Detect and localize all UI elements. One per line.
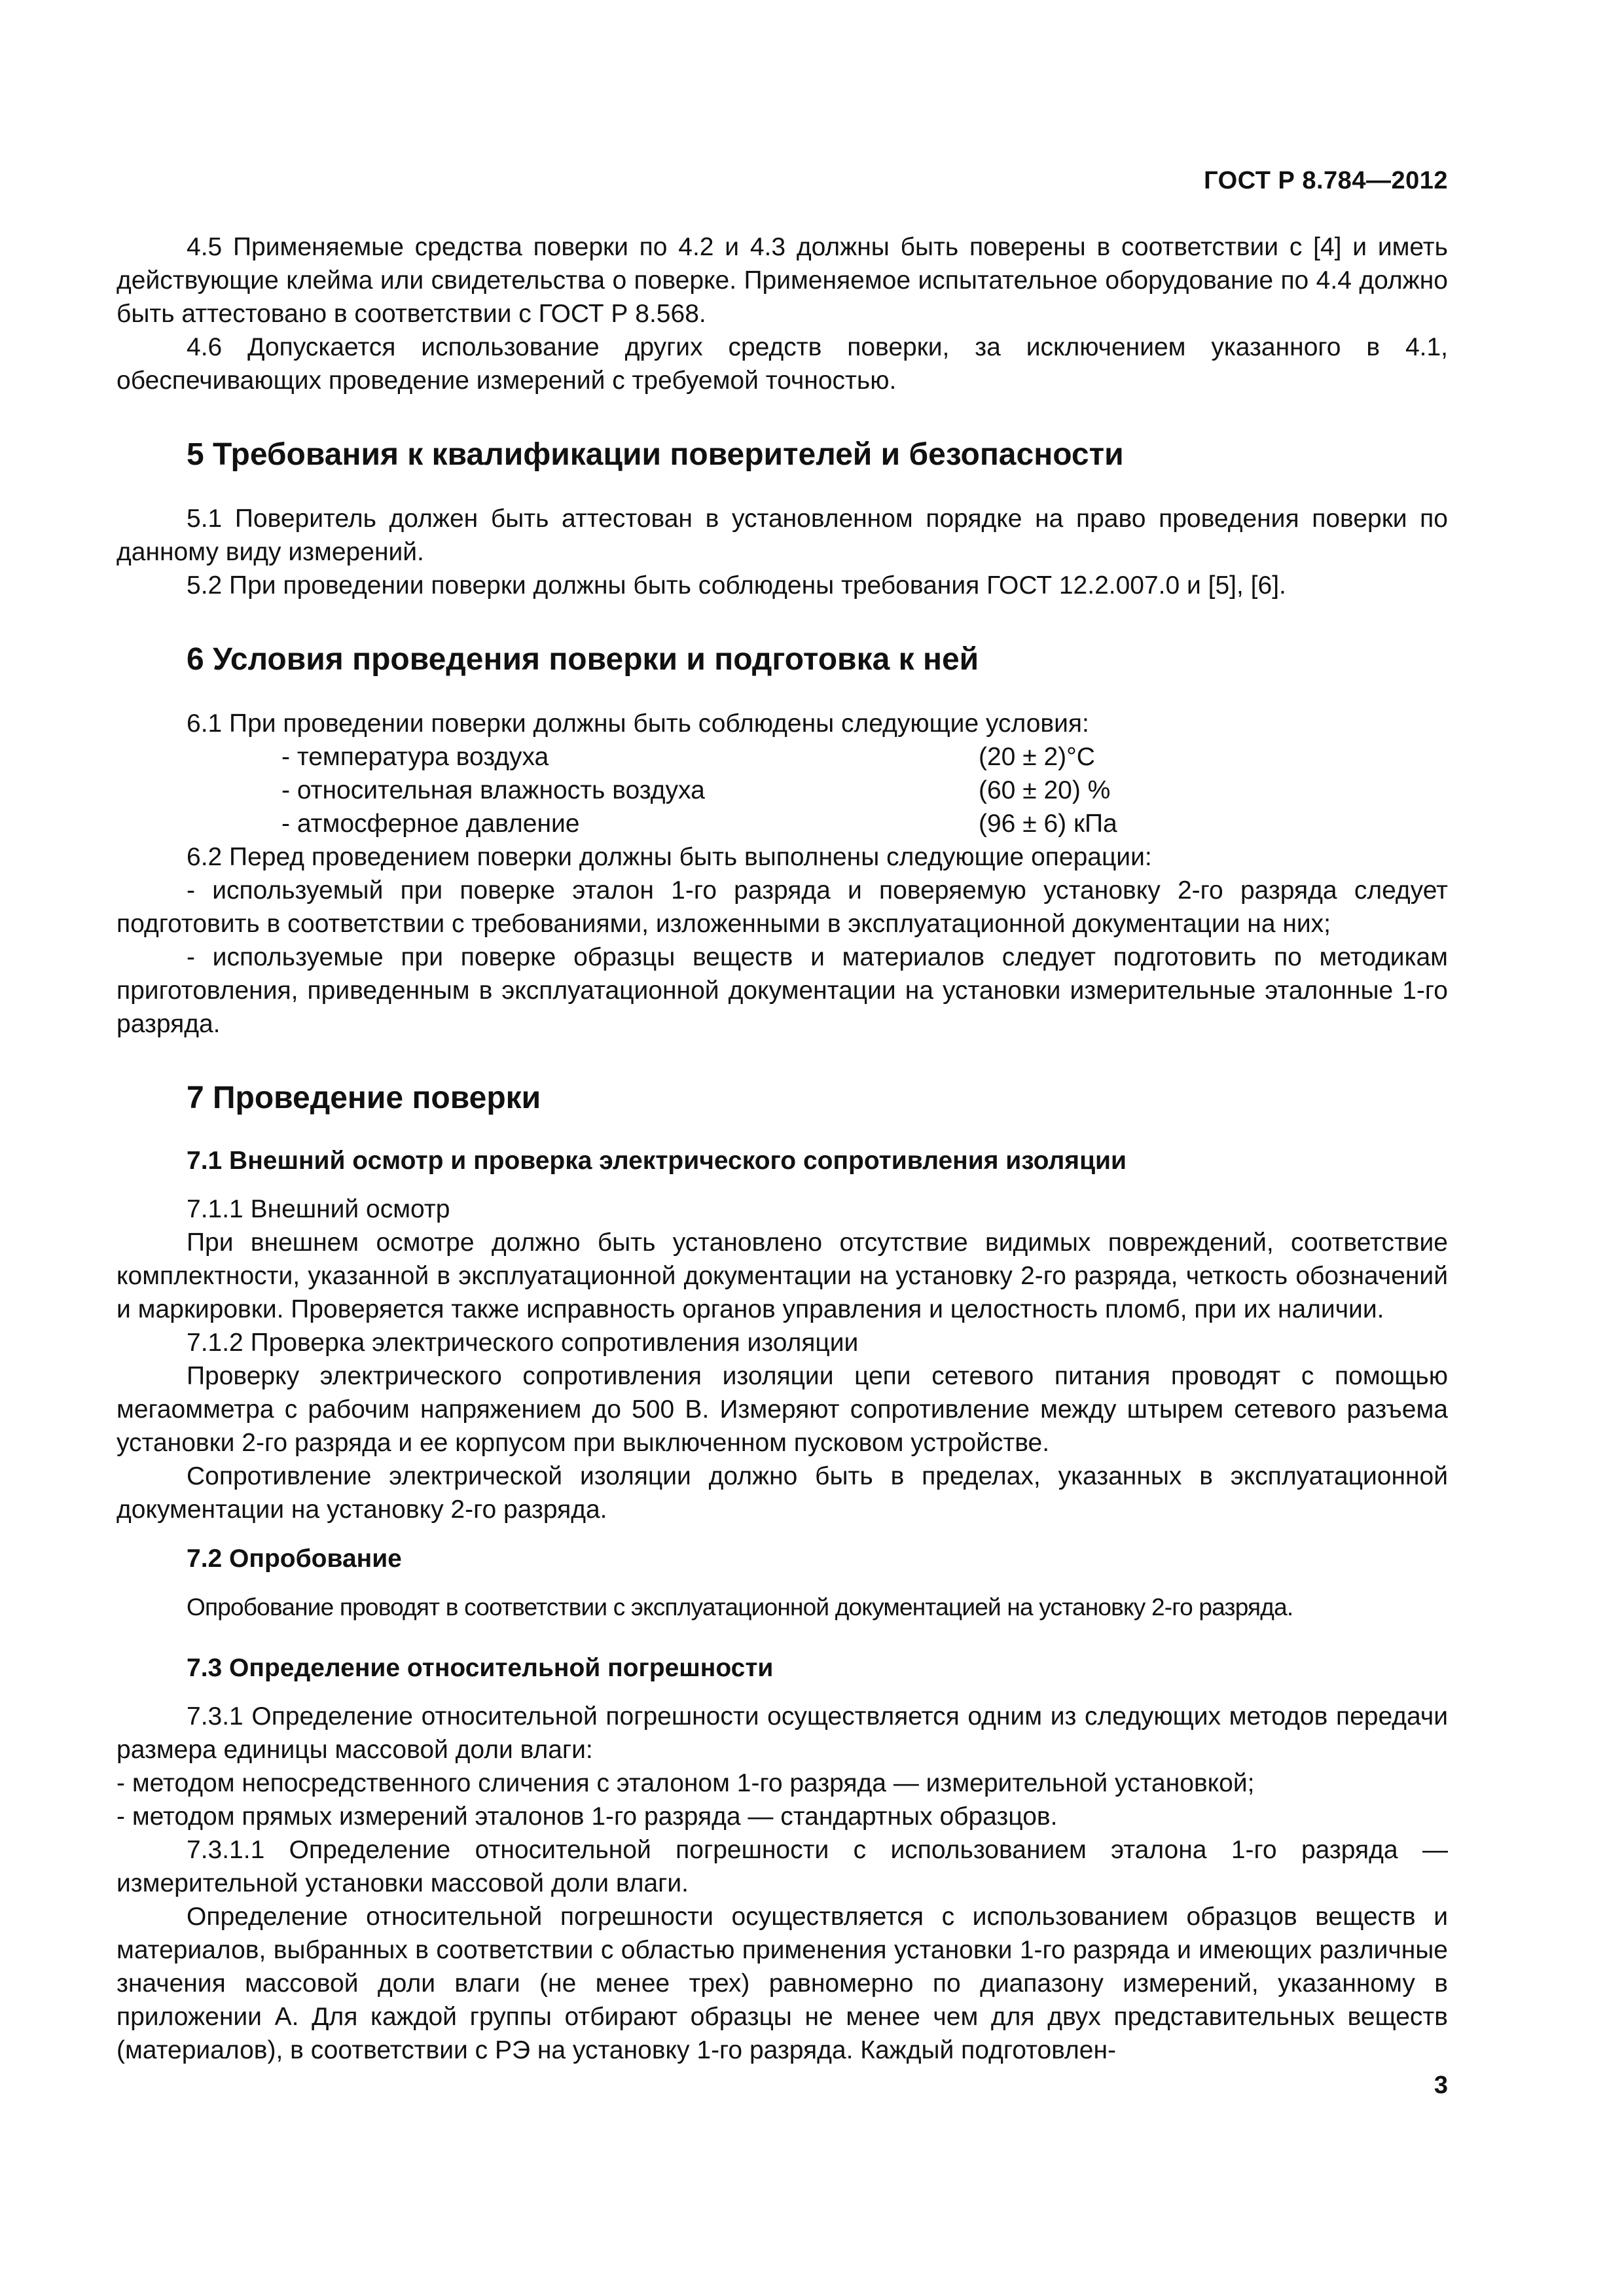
paragraph-7-3-1: 7.3.1 Определение относительной погрешности осуществляется одним из следующих методов передачи размера единицы массовой доли влаги: [117,1702,1448,1764]
page-number: 3 [1434,2072,1448,2099]
paragraph-6-1: 6.1 При проведении поверки должны быть соблюдены следующие условия: [187,709,1089,738]
condition-label: - атмосферное давление [281,810,580,838]
condition-row-temperature [117,740,1448,774]
condition-row-humidity [117,774,1448,807]
paragraph-7-3-1-method-a: - методом непосредственного сличения с эталоном 1-го разряда — измерительной установкой; [117,1769,1255,1797]
paragraph-7-1-1-body: При внешнем осмотре должно быть установлено отсутствие видимых повреждений, соответствие комплектности, указанной в эксплуатационной документации на установку 2-го разряда, четкость обозначений и маркировки. Проверяется также исправность органов управления и целостность пломб, при их наличии. [117,1229,1448,1323]
paragraph-6-2-item-b: - используемые при поверке образцы веществ и материалов следует подготовить по методикам приготовления, приведенным в эксплуатационной документации на установки измерительные эталонные 1-го разряда. [117,943,1448,1038]
paragraph-4-6: 4.6 Допускается использование других средств поверки, за исключением указанного в 4.1, обеспечивающих проведение измерений с требуемой точностью. [117,333,1448,395]
section-7-heading: 7 Проведение поверки [187,1081,541,1115]
paragraph-5-2: 5.2 При проведении поверки должны быть соблюдены требования ГОСТ 12.2.007.0 и [5], [6]. [187,571,1286,600]
paragraph-6-2: 6.2 Перед проведением поверки должны быть выполнены следующие операции: [187,843,1152,871]
subsection-7-3-heading: 7.3 Определение относительной погрешности [187,1654,774,1682]
section-6-heading: 6 Условия проведения поверки и подготовка к ней [187,642,979,677]
paragraph-4-5: 4.5 Применяемые средства поверки по 4.2 и 4.3 должны быть поверены в соответствии с [4] и иметь действующие клейма или свидетельства о поверке. Применяемое испытательное оборудование по 4.4 должно быть аттестовано в соответствии с ГОСТ Р 8.568. [117,233,1448,328]
paragraph-7-1-2-body-1: Проверку электрического сопротивления изоляции цепи сетевого питания проводят с помощью мегаомметра с рабочим напряжением до 500 В. Измеряют сопротивление между штырем сетевого разъема установки 2-го разряда и ее корпусом при выключенном пусковом устройстве. [117,1362,1448,1457]
condition-value: (96 ± 6) кПа [979,810,1117,838]
condition-row-pressure [117,807,1448,840]
condition-value: (20 ± 2)°С [979,743,1095,771]
condition-label: - относительная влажность воздуха [281,776,705,804]
paragraph-7-1-2-body-2: Сопротивление электрической изоляции должно быть в пределах, указанных в эксплуатационной документации на установку 2-го разряда. [117,1462,1448,1524]
paragraph-6-2-item-a: - используемый при поверке эталон 1-го разряда и поверяемую установку 2-го разряда следует подготовить в соответствии с требованиями, изложенными в эксплуатационной документации на них; [117,876,1448,938]
paragraph-7-1-1-title: 7.1.1 Внешний осмотр [187,1195,450,1223]
condition-value: (60 ± 20) % [979,776,1111,804]
paragraph-7-3-1-1-body: Определение относительной погрешности осуществляется с использованием образцов веществ и материалов, выбранных в соответствии с областью применения установки 1-го разряда и имеющих различные значения массовой доли влаги (не менее трех) равномерно по диапазону измерений, указанному в приложении А. Для каждой группы отбирают образцы не менее чем для двух представительных веществ (материалов), в соответствии с РЭ на установку 1-го разряда. Каждый подготовлен- [117,1903,1448,2064]
page-content [117,230,1448,2067]
standard-code-header: ГОСТ Р 8.784—2012 [1204,167,1448,194]
condition-label: - температура воздуха [281,743,549,771]
subsection-7-1-heading: 7.1 Внешний осмотр и проверка электрического сопротивления изоляции [187,1147,1127,1175]
paragraph-7-3-1-method-b: - методом прямых измерений эталонов 1-го разряда — стандартных образцов. [117,1803,1058,1831]
subsection-7-2-heading: 7.2 Опробование [187,1545,402,1573]
paragraph-7-3-1-1: 7.3.1.1 Определение относительной погрешности с использованием эталона 1-го разряда — измерительной установки массовой доли влаги. [117,1836,1448,1897]
paragraph-5-1: 5.1 Поверитель должен быть аттестован в установленном порядке на право проведения поверки по данному виду измерений. [117,505,1448,566]
paragraph-7-1-2-title: 7.1.2 Проверка электрического сопротивления изоляции [187,1329,859,1357]
paragraph-7-2-body: Опробование проводят в соответствии с эксплуатационной документацией на установку 2-го разряда. [187,1594,1293,1621]
section-5-heading: 5 Требования к квалификации поверителей и безопасности [187,437,1124,472]
document-page [117,0,1448,2296]
